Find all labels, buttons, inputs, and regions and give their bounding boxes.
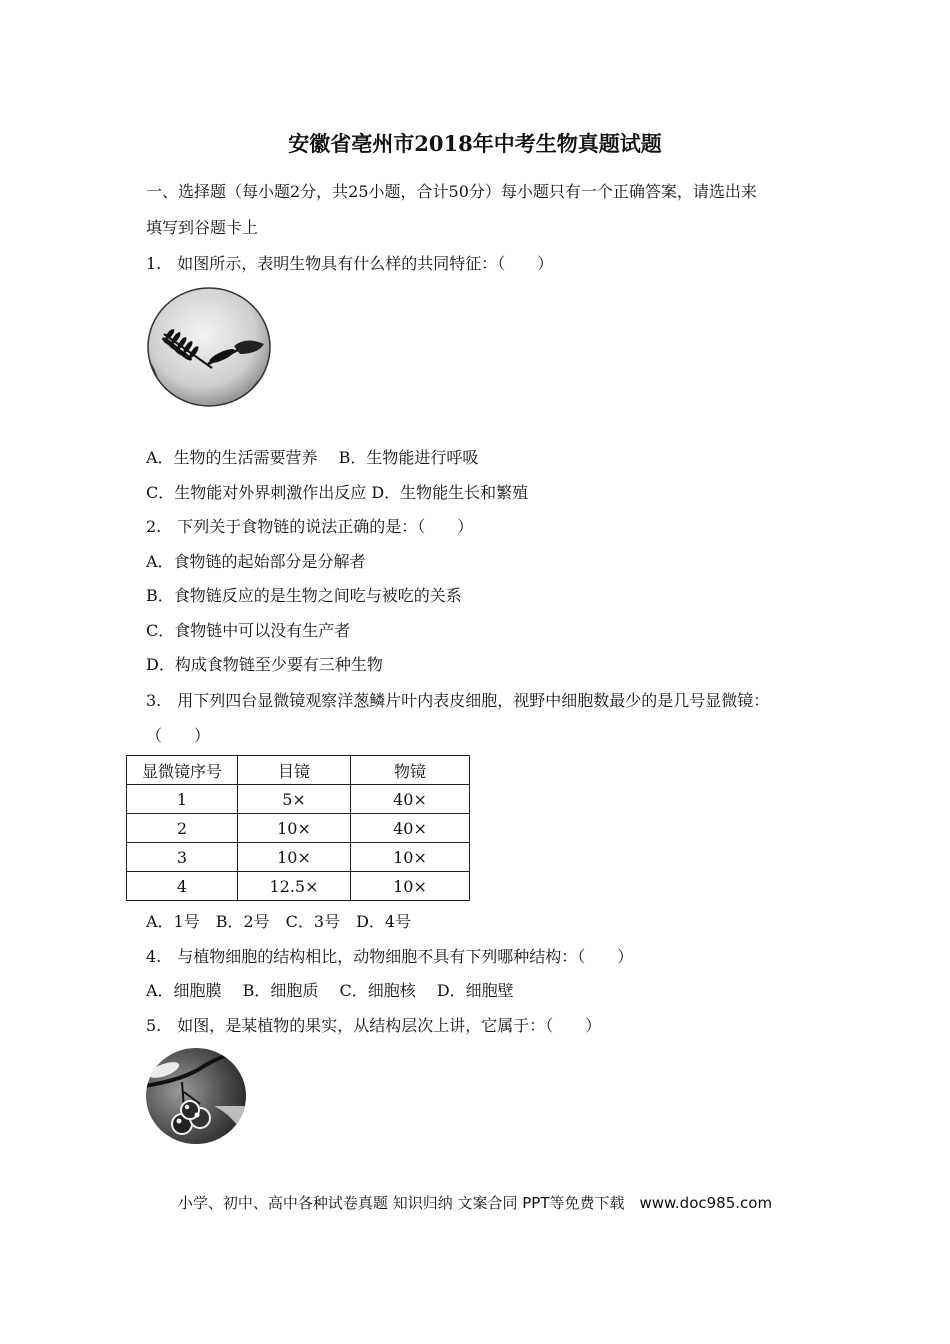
table-cell: 40× xyxy=(351,814,470,843)
table-row xyxy=(127,872,470,901)
table-cell: 3 xyxy=(127,843,238,872)
question-2-option-b: B．食物链反应的是生物之间吃与被吃的关系 xyxy=(146,586,462,605)
table-cell: 12.5× xyxy=(238,872,351,901)
question-1-stem: 1. 如图所示，表明生物具有什么样的共同特征：（ ） xyxy=(146,254,554,273)
table-cell: 10× xyxy=(351,872,470,901)
question-2-option-a: A．食物链的起始部分是分解者 xyxy=(146,552,366,571)
microscope-table xyxy=(126,755,470,901)
page-footer: 小学、初中、高中各种试卷真题 知识归纳 文案合同 PPT等免费下载 www.doc985.com xyxy=(177,1194,773,1212)
table-row xyxy=(127,843,470,872)
question-4-stem: 4. 与植物细胞的结构相比，动物细胞不具有下列哪种结构：（ ） xyxy=(146,947,634,966)
question-4-options: A．细胞膜 B．细胞质 C．细胞核 D．细胞壁 xyxy=(146,981,514,1000)
table-header-row xyxy=(127,756,470,785)
question-2-option-c: C．食物链中可以没有生产者 xyxy=(146,621,351,640)
question-1-options-ab: A．生物的生活需要营养 B．生物能进行呼吸 xyxy=(146,448,479,467)
page-title: 安徽省亳州市2018年中考生物真题试题 xyxy=(288,131,662,156)
question-3-options: A．1号 B．2号 C．3号 D．4号 xyxy=(146,912,412,931)
table-cell: 40× xyxy=(351,785,470,814)
table-header: 显微镜序号 xyxy=(127,756,238,785)
question-3-stem: 3. 用下列四台显微镜观察洋葱鳞片叶内表皮细胞，视野中细胞数最少的是几号显微镜： xyxy=(146,691,770,710)
question-2-option-d: D．构成食物链至少要有三种生物 xyxy=(146,655,383,674)
table-header: 目镜 xyxy=(238,756,351,785)
mimosa-touch-figure xyxy=(146,286,272,408)
table-row xyxy=(127,785,470,814)
section-heading-line2: 填写到谷题卡上 xyxy=(146,218,259,237)
table-row xyxy=(127,814,470,843)
question-1-options-cd: C．生物能对外界刺激作出反应 D．生物能生长和繁殖 xyxy=(146,483,529,502)
table-cell: 10× xyxy=(238,814,351,843)
table-header: 物镜 xyxy=(351,756,470,785)
question-3-paren: （ ） xyxy=(146,726,211,745)
table-cell: 4 xyxy=(127,872,238,901)
table-cell: 10× xyxy=(238,843,351,872)
table-cell: 1 xyxy=(127,785,238,814)
table-cell: 10× xyxy=(351,843,470,872)
fruit-figure xyxy=(144,1046,248,1146)
table-cell: 5× xyxy=(238,785,351,814)
question-5-stem: 5. 如图，是某植物的果实，从结构层次上讲，它属于：（ ） xyxy=(146,1016,602,1035)
question-2-stem: 2. 下列关于食物链的说法正确的是：（ ） xyxy=(146,517,474,536)
section-heading-line1: 一、选择题（每小题2分，共25小题，合计50分）每小题只有一个正确答案，请选出来 xyxy=(146,182,757,201)
table-cell: 2 xyxy=(127,814,238,843)
